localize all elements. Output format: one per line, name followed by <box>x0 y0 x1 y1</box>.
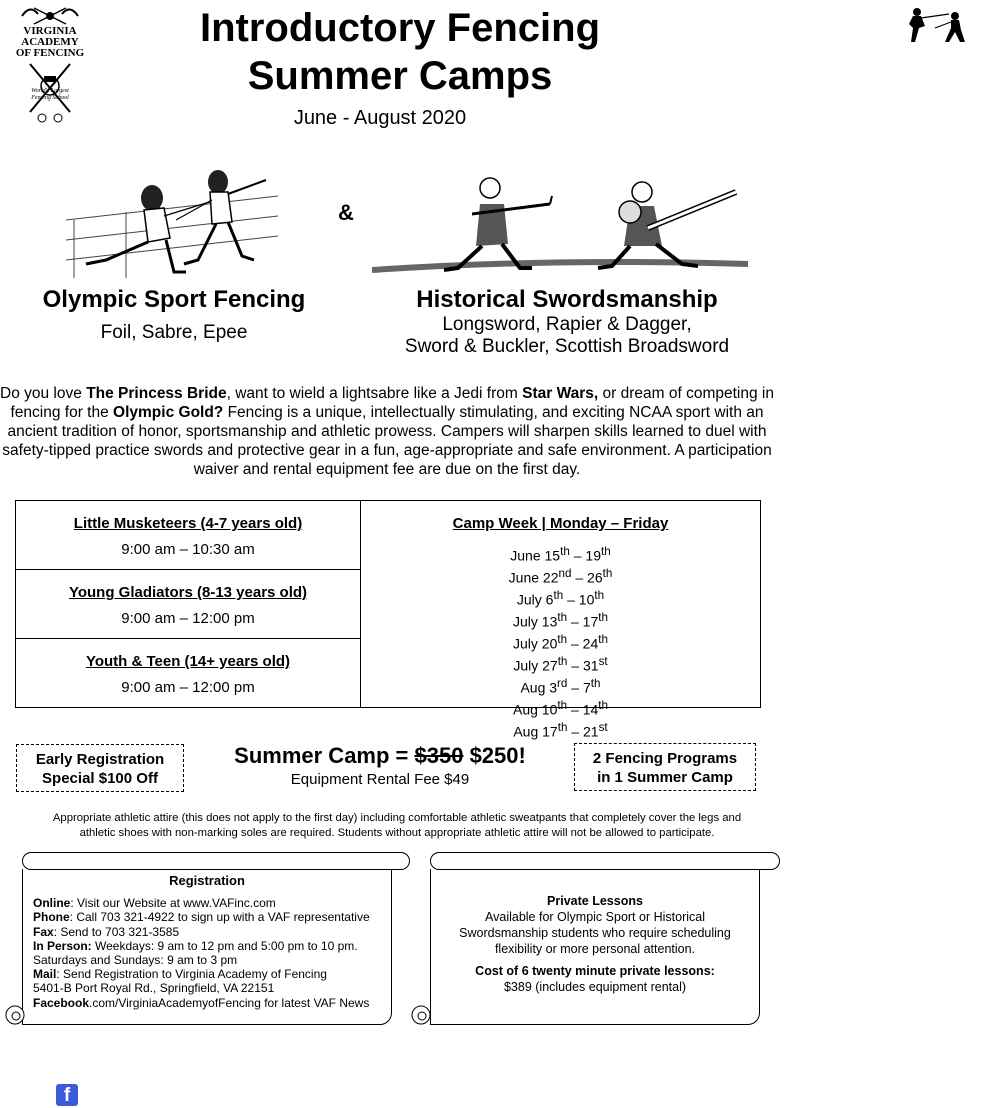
registration-mail: Mail: Send Registration to Virginia Academy of Fencing <box>33 967 327 982</box>
lessons-scroll-top <box>430 852 780 870</box>
age-group-name: Young Gladiators (8-13 years old) <box>68 584 308 601</box>
intro-text-1: Do you love <box>0 385 87 402</box>
registration-facebook: Facebook.com/VirginiaAcademyofFencing for latest VAF News <box>33 995 370 1010</box>
registration-title: Registration <box>169 873 245 888</box>
age-group-time: 9:00 am – 12:00 pm <box>121 679 255 696</box>
age-group-row <box>16 570 360 639</box>
camp-weeks-list <box>361 543 760 741</box>
programs-line-1: 2 Fencing Programs <box>592 750 738 767</box>
rental-fee: Equipment Rental Fee $49 <box>290 771 470 788</box>
lessons-title: Private Lessons <box>547 894 643 908</box>
scroll-curl-icon <box>410 1004 432 1026</box>
camp-weeks-header: Camp Week | Monday – Friday <box>452 515 669 532</box>
attire-note <box>0 811 794 841</box>
age-group-time: 9:00 am – 10:30 am <box>121 541 255 558</box>
programs-box <box>574 743 756 791</box>
camp-dates: June - August 2020 <box>293 107 467 129</box>
historical-title: Historical Swordsmanship <box>416 286 718 313</box>
logo-line-3: OF FENCING <box>15 47 85 59</box>
camp-week: July 13th – 17th <box>513 610 608 630</box>
camp-week: Aug 10th – 14th <box>513 698 608 718</box>
registration-box <box>22 869 392 1025</box>
vaf-logo <box>8 2 92 126</box>
early-line-2: Special $100 Off <box>42 770 158 787</box>
historical-weapons-2: Sword & Buckler, Scottish Broadsword <box>404 336 730 357</box>
historical-swordsmen-illustration <box>372 174 748 276</box>
camp-weeks-column <box>361 501 760 740</box>
camp-week: July 27th – 31st <box>513 654 608 674</box>
facebook-icon[interactable]: f <box>56 1084 78 1106</box>
registration-in-person: In Person: Weekdays: 9 am to 12 pm and 5:00 pm to 10 pm. <box>33 938 358 953</box>
camp-week: July 20th – 24th <box>513 632 608 652</box>
logo-line-2: ACADEMY <box>21 36 79 48</box>
programs-line-2: in 1 Summer Camp <box>597 769 733 786</box>
scroll-curl-icon <box>4 1004 26 1026</box>
fencers-silhouette-icon <box>905 6 969 46</box>
price-block <box>200 743 560 788</box>
camp-week: Aug 17th – 21st <box>513 720 608 740</box>
camp-week: June 22nd – 26th <box>508 566 613 586</box>
attire-line-2: athletic shoes with non-marking soles are required. Students without appropriate athletic attire will not be allowed to participate. <box>79 827 715 839</box>
registration-scroll-top <box>22 852 410 870</box>
age-groups-column <box>16 501 361 707</box>
olympic-fencers-illustration <box>66 160 278 280</box>
camp-week: July 6th – 10th <box>516 588 605 608</box>
title-line-1: Introductory Fencing <box>200 6 600 50</box>
logo-line-1: VIRGINIA <box>23 25 77 37</box>
private-lessons-box <box>430 869 760 1025</box>
age-group-row <box>16 639 360 708</box>
lessons-line-3: flexibility or more personal attention. <box>494 942 696 956</box>
age-group-time: 9:00 am – 12:00 pm <box>121 610 255 627</box>
intro-bold-2: Star Wars, <box>522 385 599 402</box>
age-group-name: Youth & Teen (14+ years old) <box>85 653 291 670</box>
intro-bold-3: Olympic Gold? <box>113 404 224 421</box>
page-title <box>150 4 650 100</box>
intro-text-4: Fencing is a unique, intellectually stimulating, and exciting NCAA sport with an ancient tradition of honor, sportsmanship and athletic prowess. Campers will sharpen skills learned to duel with safety-tipped practice swords and protective gear in a fun, age-appropriate and safe environment. A participation waiver and rental equipment fee are due on the first day. <box>2 404 772 478</box>
registration-address: 5401-B Port Royal Rd., Springfield, VA 22151 <box>33 981 275 996</box>
registration-fax: Fax: Send to 703 321-3585 <box>33 924 180 939</box>
age-group-name: Little Musketeers (4-7 years old) <box>73 515 303 532</box>
logo-crest-icon <box>8 2 92 126</box>
registration-weekend: Saturdays and Sundays: 9 am to 3 pm <box>33 953 238 968</box>
camp-price: Summer Camp = $350 $250! <box>234 743 526 768</box>
early-line-1: Early Registration <box>35 751 165 768</box>
olympic-title: Olympic Sport Fencing <box>42 286 306 313</box>
olympic-weapons: Foil, Sabre, Epee <box>100 322 248 343</box>
intro-text-3: or dream of competing in fencing for the <box>10 385 774 421</box>
ampersand: & <box>338 200 354 225</box>
intro-bold-1: The Princess Bride <box>86 385 227 402</box>
registration-phone: Phone: Call 703 321-4922 to sign up with a VAF representative <box>33 910 370 925</box>
logo-tag: World's Largest Fencing School <box>31 88 69 101</box>
intro-paragraph <box>0 384 774 479</box>
lessons-line-1: Available for Olympic Sport or Historical <box>485 910 705 924</box>
lessons-price: $389 (includes equipment rental) <box>503 980 687 994</box>
lessons-line-2: Swordsmanship students who require scheduling <box>459 926 731 940</box>
early-registration-box <box>16 744 184 792</box>
schedule-table <box>15 500 761 740</box>
intro-text-2: , want to wield a lightsabre like a Jedi from <box>226 385 523 402</box>
registration-online: Online: Visit our Website at www.VAFinc.com <box>33 896 276 911</box>
camp-week: Aug 3rd – 7th <box>520 676 601 696</box>
title-line-2: Summer Camps <box>247 54 553 98</box>
age-group-row <box>16 501 360 570</box>
attire-line-1: Appropriate athletic attire (this does not apply to the first day) including comfortable athletic sweatpants that completely cover the legs and <box>52 812 742 824</box>
camp-week: June 15th – 19th <box>510 545 611 564</box>
lessons-cost: Cost of 6 twenty minute private lessons: <box>475 964 715 978</box>
historical-weapons-1: Longsword, Rapier & Dagger, <box>442 314 692 335</box>
